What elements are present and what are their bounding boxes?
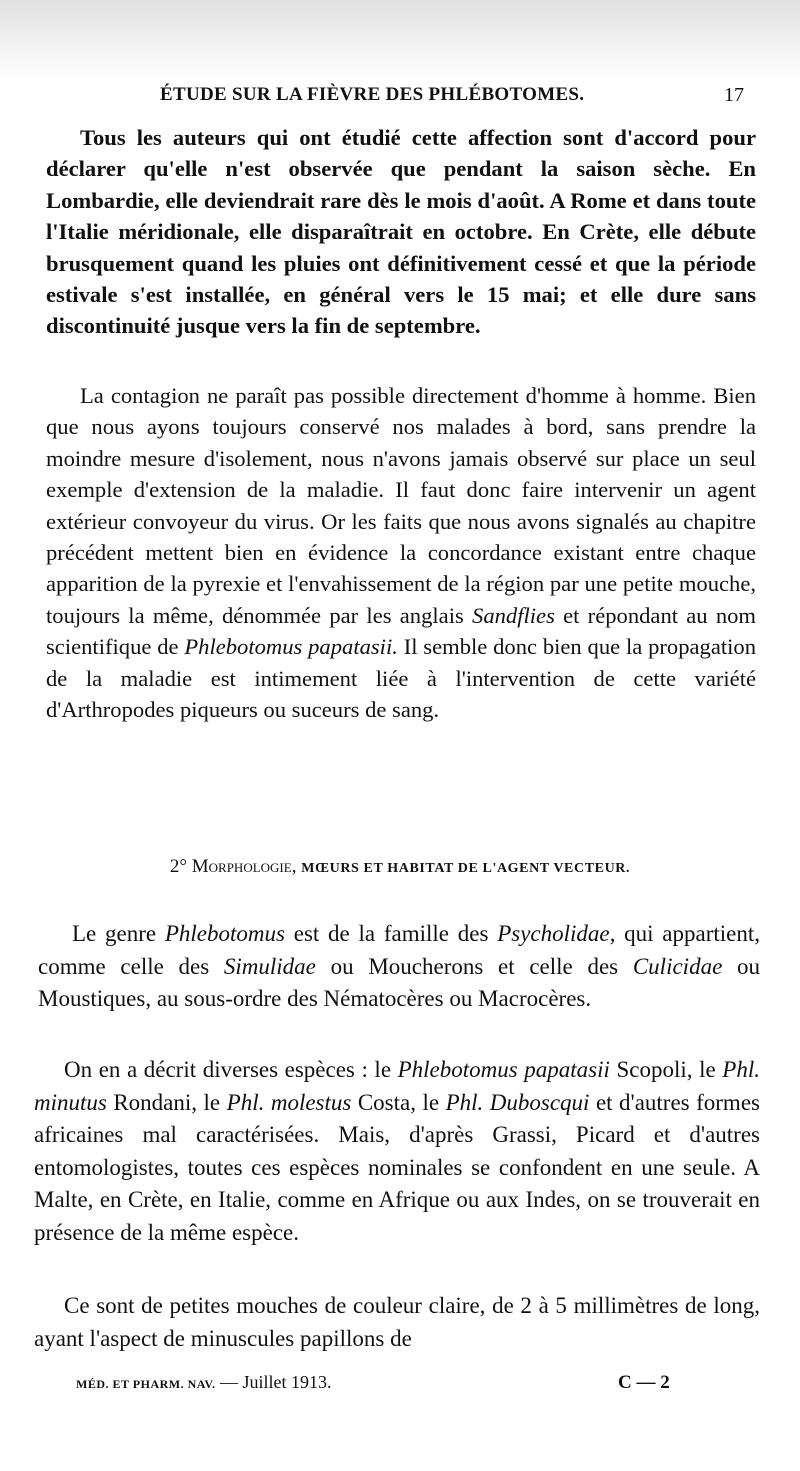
footer-signature: C — 2 <box>618 1372 670 1393</box>
italic-term: Phl. molestus <box>226 1089 352 1115</box>
paragraph-text: Scopoli, le <box>609 1057 723 1082</box>
paragraph-text: On en a décrit diverses espèces : le <box>64 1057 398 1082</box>
paragraph-text: Il semble donc bien que la propagation de la maladie est intimement liée à l'intervention de cette variété d'Arthropodes piqueurs ou suceurs de sang. <box>46 634 756 723</box>
paragraph-text: qui appartient, comme celle des <box>38 921 760 979</box>
italic-term: Phlebotomus papatasii <box>397 1057 610 1082</box>
italic-term: Phlebotomus papatasii. <box>184 634 398 660</box>
paragraph-text: Costa, le <box>351 1089 446 1115</box>
paragraph-text: Rondani, le <box>106 1089 227 1115</box>
italic-term: Psycholidae, <box>497 921 616 946</box>
italic-term: Culicidae <box>632 953 723 979</box>
section-number: 2° <box>169 856 187 877</box>
footer-journal: MÉD. ET PHARM. NAV. <box>76 1377 216 1391</box>
italic-term: Phl. Duboscqui <box>445 1089 590 1115</box>
paragraph-text: ou Moucherons et celle des <box>315 953 633 979</box>
page-smudge <box>0 0 800 80</box>
paragraph-seasonality: Tous les auteurs qui ont étudié cette affection sont d'accord pour déclarer qu'elle n'est observée que pendant la saison sèche. En Lombardie, elle deviendrait rare dès le mois d'août. A Rome et dans toute l'Italie méridionale, elle disparaîtrait en octobre. En Crète, elle débute brusquement quand les pluies ont définitivement cessé et que la période estivale s'est installée, en général vers le 15 mai; et elle dure sans discontinuité jusque vers la fin de septembre. <box>46 125 756 339</box>
page-number: 17 <box>724 84 744 106</box>
paragraph-text: Le genre <box>72 921 165 946</box>
section-heading-first: Morphologie, <box>191 856 297 877</box>
running-head <box>0 84 800 112</box>
page-footer <box>0 1372 800 1402</box>
paragraph-text: et répondant au nom scientifique de <box>46 602 757 660</box>
footer-journal-line <box>76 1372 332 1393</box>
paragraph-text: La contagion ne paraît pas possible directement d'homme à homme. Bien que nous ayons toujours conservé nos malades à bord, sans prendre la moindre mesure d'isolement, nous n'avons jamais observé sur place un seul exemple d'extension de la maladie. Il faut donc faire intervenir un agent extérieur convoyeur du virus. Or les faits que nous avons signalés au chapitre précédent mettent bien en évidence la concordance existant entre chaque apparition de la pyrexie et l'envahissement de la région par une petite mouche, toujours la même, dénommée par les anglais <box>46 383 756 628</box>
paragraph-genus <box>38 918 760 1016</box>
running-head-title: ÉTUDE SUR LA FIÈVRE DES PHLÉBOTOMES. <box>160 84 585 105</box>
paragraph-species <box>34 1054 760 1249</box>
italic-term: Simulidae <box>223 953 316 979</box>
paragraph-description: Ce sont de petites mouches de couleur claire, de 2 à 5 millimètres de long, ayant l'aspect de minuscules papillons de <box>34 1293 760 1351</box>
italic-term: Sandflies <box>472 602 555 628</box>
italic-term: Phl. minutus <box>34 1057 760 1115</box>
paragraph-contagion <box>46 380 756 725</box>
paragraph-text: et d'autres formes africaines mal caractérisées. Mais, d'après Grassi, Picard et d'autres entomologistes, toutes ces espèces nominales se confondent en une seule. A Malte, en Crète, en Italie, comme en Afrique ou aux Indes, on se trouverait en présence de la même espèce. <box>34 1089 760 1245</box>
footer-date: — Juillet 1913. <box>220 1372 332 1392</box>
section-heading-rest: MŒURS ET HABITAT DE L'AGENT VECTEUR. <box>301 861 631 876</box>
paragraph-text: est de la famille des <box>284 921 498 946</box>
italic-term: Phlebotomus <box>164 921 285 946</box>
paragraph-text: ou Moustiques, au sous-ordre des Nématocères ou Macrocères. <box>38 953 760 1011</box>
section-heading <box>0 856 800 878</box>
